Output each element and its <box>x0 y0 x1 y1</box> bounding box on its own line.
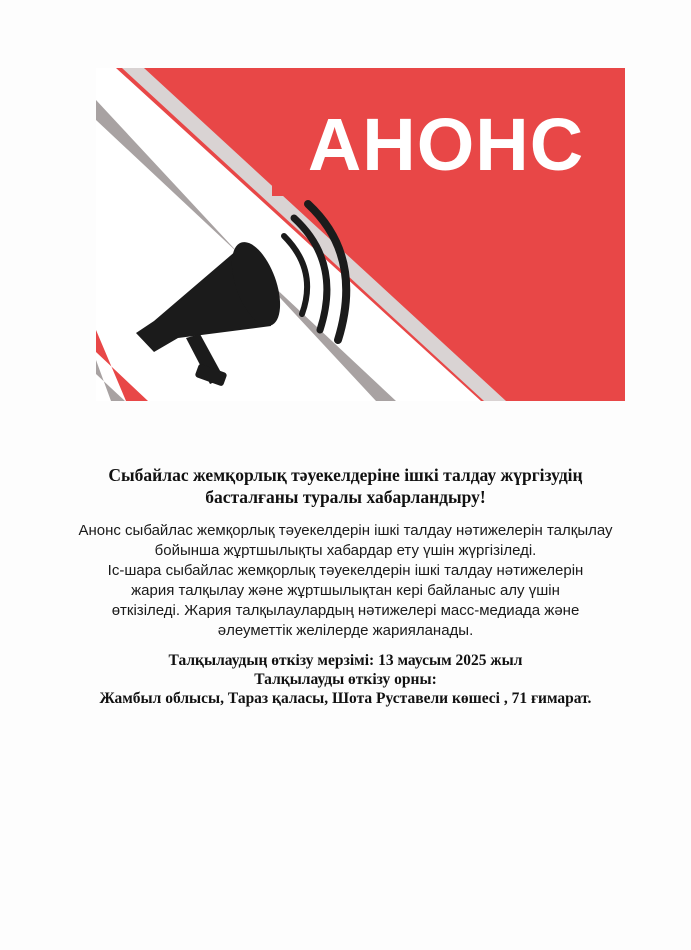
announcement-banner <box>96 68 625 401</box>
event-date: Талқылаудың өткізу мерзімі: 13 маусым 2025 жыл <box>168 652 523 669</box>
body-line: өткізіледі. Жария талқылаулардың нәтижелері масс-медиада және <box>111 602 580 619</box>
body-line: жария талқылау және жұртшылықтан кері байланыс алу үшін <box>131 582 560 599</box>
body-line: әлеуметтік желілерде жарияланады. <box>217 622 474 639</box>
event-details <box>60 651 631 708</box>
body-line: Іс-шара сыбайлас жемқорлық тәуекелдерін ішкі талдау нәтижелерін <box>107 562 584 579</box>
body-line: бойынша жұртшылықты хабардар ету үшін жүргізіледі. <box>154 542 537 559</box>
announcement-title <box>60 464 631 508</box>
body-line: Анонс сыбайлас жемқорлық тәуекелдерін ішкі талдау нәтижелерін талқылау <box>78 522 613 539</box>
event-address: Жамбыл облысы, Тараз қаласы, Шота Руставели көшесі , 71 ғимарат. <box>99 690 592 707</box>
event-place-label: Талқылауды өткізу орны: <box>254 671 437 688</box>
title-line: басталғаны туралы хабарландыру! <box>205 487 486 507</box>
announcement-body <box>60 521 631 641</box>
banner-title: АНОНС <box>307 103 585 186</box>
title-line: Сыбайлас жемқорлық тәуекелдеріне ішкі талдау жүргізудің <box>108 465 583 485</box>
